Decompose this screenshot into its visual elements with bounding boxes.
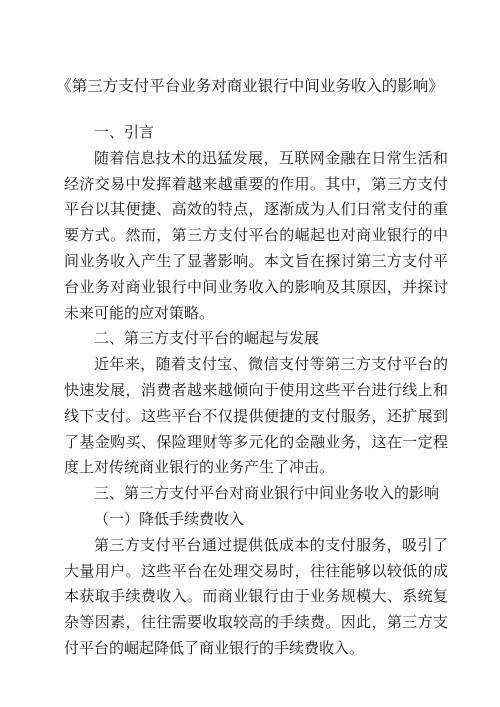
paragraph-rise: 近年来，随着支付宝、微信支付等第三方支付平台的快速发展，消费者越来越倾向于使用这些平台进行线上和线下支付。这些平台不仅提供便捷的支付服务，还扩展到了基金购买、保险理财等多元化的金融业务，这在一定程度上对传统商业银行的业务产生了冲击。 <box>64 355 448 477</box>
subsection-heading-fees: （一）降低手续费收入 <box>94 509 245 528</box>
document-body <box>64 120 448 662</box>
document-title: 《第三方支付平台业务对商业银行中间业务收入的影响》 <box>56 77 444 95</box>
paragraph-fees: 第三方支付平台通过提供低成本的支付服务，吸引了大量用户。这些平台在处理交易时，往往能够以较低的成本获取手续费收入。而商业银行由于业务规模大、系统复杂等因素，往往需要收取较高的手续费。因此，第三方支付平台的崛起降低了商业银行的手续费收入。 <box>64 535 448 657</box>
section-heading-introduction: 一、引言 <box>94 123 155 141</box>
section-heading-rise: 二、第三方支付平台的崛起与发展 <box>94 329 320 348</box>
section-heading-impact: 三、第三方支付平台对商业银行中间业务收入的影响 <box>94 484 440 503</box>
paragraph-introduction: 随着信息技术的迅猛发展，互联网金融在日常生活和经济交易中发挥着越来越重要的作用。其中，第三方支付平台以其便捷、高效的特点，逐渐成为人们日常支付的重要方式。然而，第三方支付平台的崛起也对商业银行的中间业务收入产生了显著影响。本文旨在探讨第三方支付平台业务对商业银行中间业务收入的影响及其原因，并探讨未来可能的应对策略。 <box>64 148 448 322</box>
